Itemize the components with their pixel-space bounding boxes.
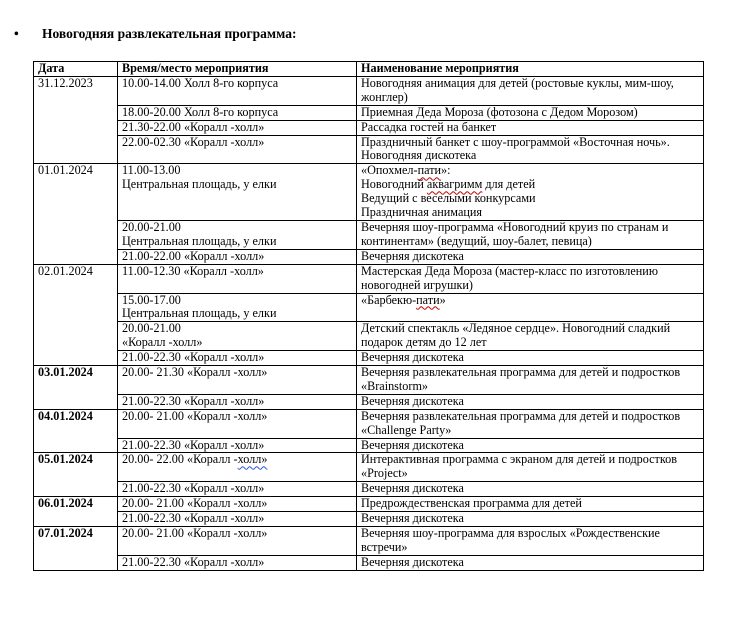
time-place-cell <box>118 555 357 570</box>
date-cell: 03.01.2024 <box>34 366 118 410</box>
event-name-cell <box>357 105 704 120</box>
time-place-line: 20.00- 22.00 «Коралл -холл» <box>122 452 268 467</box>
event-name-cell <box>357 438 704 453</box>
time-place-cell <box>118 293 357 322</box>
time-place-line: 21.00-22.30 «Коралл -холл» <box>122 437 265 452</box>
event-name-line: Вечерняя дискотека <box>361 393 464 408</box>
time-place-line: Центральная площадь, у елки <box>122 233 277 248</box>
time-place-line: 20.00- 21.00 «Коралл -холл» <box>122 526 268 540</box>
event-name-line: Вечерняя развлекательная программа для детей и подростков «Brainstorm» <box>361 365 681 393</box>
event-name-line: «Барбекю-пати» <box>361 292 446 307</box>
event-name-cell <box>357 482 704 497</box>
date-cell: 07.01.2024 <box>34 527 118 571</box>
header-date: Дата <box>34 62 118 77</box>
event-name-line: Новогодняя анимация для детей (ростовые куклы, мим-шоу, жонглер) <box>361 75 674 104</box>
event-name-cell <box>357 264 704 293</box>
table-row <box>34 527 704 556</box>
time-place-cell <box>118 527 357 556</box>
date-cell: 31.12.2023 <box>34 76 118 163</box>
event-name-cell <box>357 135 704 164</box>
event-name-line: Праздничная анимация <box>361 205 482 220</box>
table-header-row <box>34 62 704 77</box>
time-place-line: 21.00-22.30 «Коралл -холл» <box>122 393 265 408</box>
event-name-line: Вечерняя шоу-программа для взрослых «Рождественские встречи» <box>361 526 660 554</box>
event-name-line: Вечерняя дискотека <box>361 437 464 452</box>
table-row <box>34 453 704 482</box>
event-name-cell <box>357 512 704 527</box>
event-name-cell <box>357 555 704 570</box>
time-place-line: 22.00-02.30 «Коралл -холл» <box>122 134 265 149</box>
event-name-cell <box>357 453 704 482</box>
event-name-line: Вечерняя развлекательная программа для детей и подростков «Challenge Party» <box>361 408 681 437</box>
time-place-cell <box>118 164 357 221</box>
table-row <box>34 366 704 395</box>
event-name-cell <box>357 351 704 366</box>
time-place-cell <box>118 220 357 249</box>
event-name-cell <box>357 527 704 556</box>
table-row <box>34 105 704 120</box>
table-row <box>34 409 704 438</box>
event-name-cell <box>357 293 704 322</box>
time-place-cell <box>118 366 357 395</box>
time-place-cell <box>118 394 357 409</box>
date-cell: 06.01.2024 <box>34 497 118 527</box>
time-place-cell <box>118 409 357 438</box>
time-place-cell <box>118 76 357 105</box>
table-row <box>34 322 704 351</box>
date-cell: 04.01.2024 <box>34 409 118 453</box>
schedule-table <box>33 61 704 571</box>
event-name-cell <box>357 322 704 351</box>
time-place-line: Центральная площадь, у елки <box>122 177 277 192</box>
event-name-line: Вечерняя дискотека <box>361 511 464 526</box>
time-place-line: «Коралл -холл» <box>122 335 203 350</box>
event-name-cell <box>357 394 704 409</box>
event-name-line: Мастерская Деда Мороза (мастер-класс по изготовлению новогодней игрушки) <box>361 263 658 292</box>
event-name-cell <box>357 366 704 395</box>
time-place-line: 20.00-21.00 <box>122 219 181 234</box>
event-name-line: Вечерняя дискотека <box>361 350 464 365</box>
table-row <box>34 293 704 322</box>
time-place-line: 10.00-14.00 Холл 8-го корпуса <box>122 75 279 90</box>
time-place-cell <box>118 453 357 482</box>
time-place-line: 20.00- 21.00 «Коралл -холл» <box>122 496 268 511</box>
event-name-cell <box>357 120 704 135</box>
time-place-cell <box>118 512 357 527</box>
table-row <box>34 438 704 453</box>
time-place-cell <box>118 497 357 512</box>
time-place-line: 18.00-20.00 Холл 8-го корпуса <box>122 104 279 119</box>
time-place-line: 20.00- 21.30 «Коралл -холл» <box>122 365 268 380</box>
event-name-line: Вечерняя дискотека <box>361 248 464 263</box>
table-row <box>34 164 704 221</box>
event-name-cell <box>357 164 704 221</box>
table-row <box>34 394 704 409</box>
event-name-line: Вечерняя дискотека <box>361 554 464 569</box>
section-heading <box>14 26 296 42</box>
date-cell: 02.01.2024 <box>34 264 118 365</box>
table-row <box>34 512 704 527</box>
event-name-line: Вечерняя шоу-программа «Новогодний круиз по странам и континентам» (ведущий, шоу-балет, певица) <box>361 219 669 248</box>
table-row <box>34 497 704 512</box>
time-place-cell <box>118 105 357 120</box>
event-name-line: Интерактивная программа с экраном для детей и подростков «Project» <box>361 452 678 481</box>
event-name-cell <box>357 497 704 512</box>
time-place-line: 21.00-22.30 «Коралл -холл» <box>122 511 265 526</box>
table-row <box>34 555 704 570</box>
event-name-line: Новогодний аквагримм для детей <box>361 177 536 192</box>
time-place-line: 20.00- 21.00 «Коралл -холл» <box>122 408 268 423</box>
event-name-cell <box>357 76 704 105</box>
table-row <box>34 120 704 135</box>
event-name-line: Приемная Деда Мороза (фотозона с Дедом Морозом) <box>361 104 638 119</box>
time-place-cell <box>118 264 357 293</box>
time-place-line: 21.00-22.30 «Коралл -холл» <box>122 350 265 365</box>
time-place-cell <box>118 322 357 351</box>
header-event-name: Наименование мероприятия <box>357 62 704 77</box>
time-place-line: Центральная площадь, у елки <box>122 306 277 321</box>
date-cell: 01.01.2024 <box>34 164 118 264</box>
table-row <box>34 264 704 293</box>
time-place-line: 20.00-21.00 <box>122 321 181 336</box>
bullet-icon: • <box>14 26 19 41</box>
event-name-line: Рассадка гостей на банкет <box>361 119 497 134</box>
time-place-line: 21.00-22.00 «Коралл -холл» <box>122 248 265 263</box>
time-place-line: 15.00-17.00 <box>122 292 181 307</box>
time-place-line: 11.00-13.00 <box>122 163 181 178</box>
time-place-line: 21.00-22.30 «Коралл -холл» <box>122 481 265 496</box>
event-name-line: Предрождественская программа для детей <box>361 496 582 511</box>
table-row <box>34 351 704 366</box>
event-name-line: Детский спектакль «Ледяное сердце». Новогодний сладкий подарок детям до 12 лет <box>361 321 671 350</box>
event-name-line: Праздничный банкет с шоу-программой «Восточная ночь». Новогодняя дискотека <box>361 134 670 163</box>
time-place-line: 21.00-22.30 «Коралл -холл» <box>122 554 265 569</box>
table-row <box>34 76 704 105</box>
table-row <box>34 249 704 264</box>
time-place-line: 21.30-22.00 «Коралл -холл» <box>122 119 265 134</box>
table-row <box>34 482 704 497</box>
time-place-cell <box>118 482 357 497</box>
event-name-line: Ведущий с веселыми конкурсами <box>361 191 536 206</box>
time-place-cell <box>118 120 357 135</box>
header-time-place: Время/место мероприятия <box>118 62 357 77</box>
event-name-cell <box>357 409 704 438</box>
section-heading-text: Новогодняя развлекательная программа: <box>42 26 297 41</box>
event-name-line: Вечерняя дискотека <box>361 481 464 496</box>
table-row <box>34 220 704 249</box>
time-place-cell <box>118 438 357 453</box>
table-row <box>34 135 704 164</box>
event-name-line: «Опохмел-пати»: <box>361 163 451 178</box>
time-place-cell <box>118 135 357 164</box>
event-name-cell <box>357 249 704 264</box>
schedule-body <box>34 76 704 570</box>
date-cell: 05.01.2024 <box>34 453 118 497</box>
time-place-line: 11.00-12.30 «Коралл -холл» <box>122 263 264 278</box>
event-name-cell <box>357 220 704 249</box>
time-place-cell <box>118 351 357 366</box>
time-place-cell <box>118 249 357 264</box>
